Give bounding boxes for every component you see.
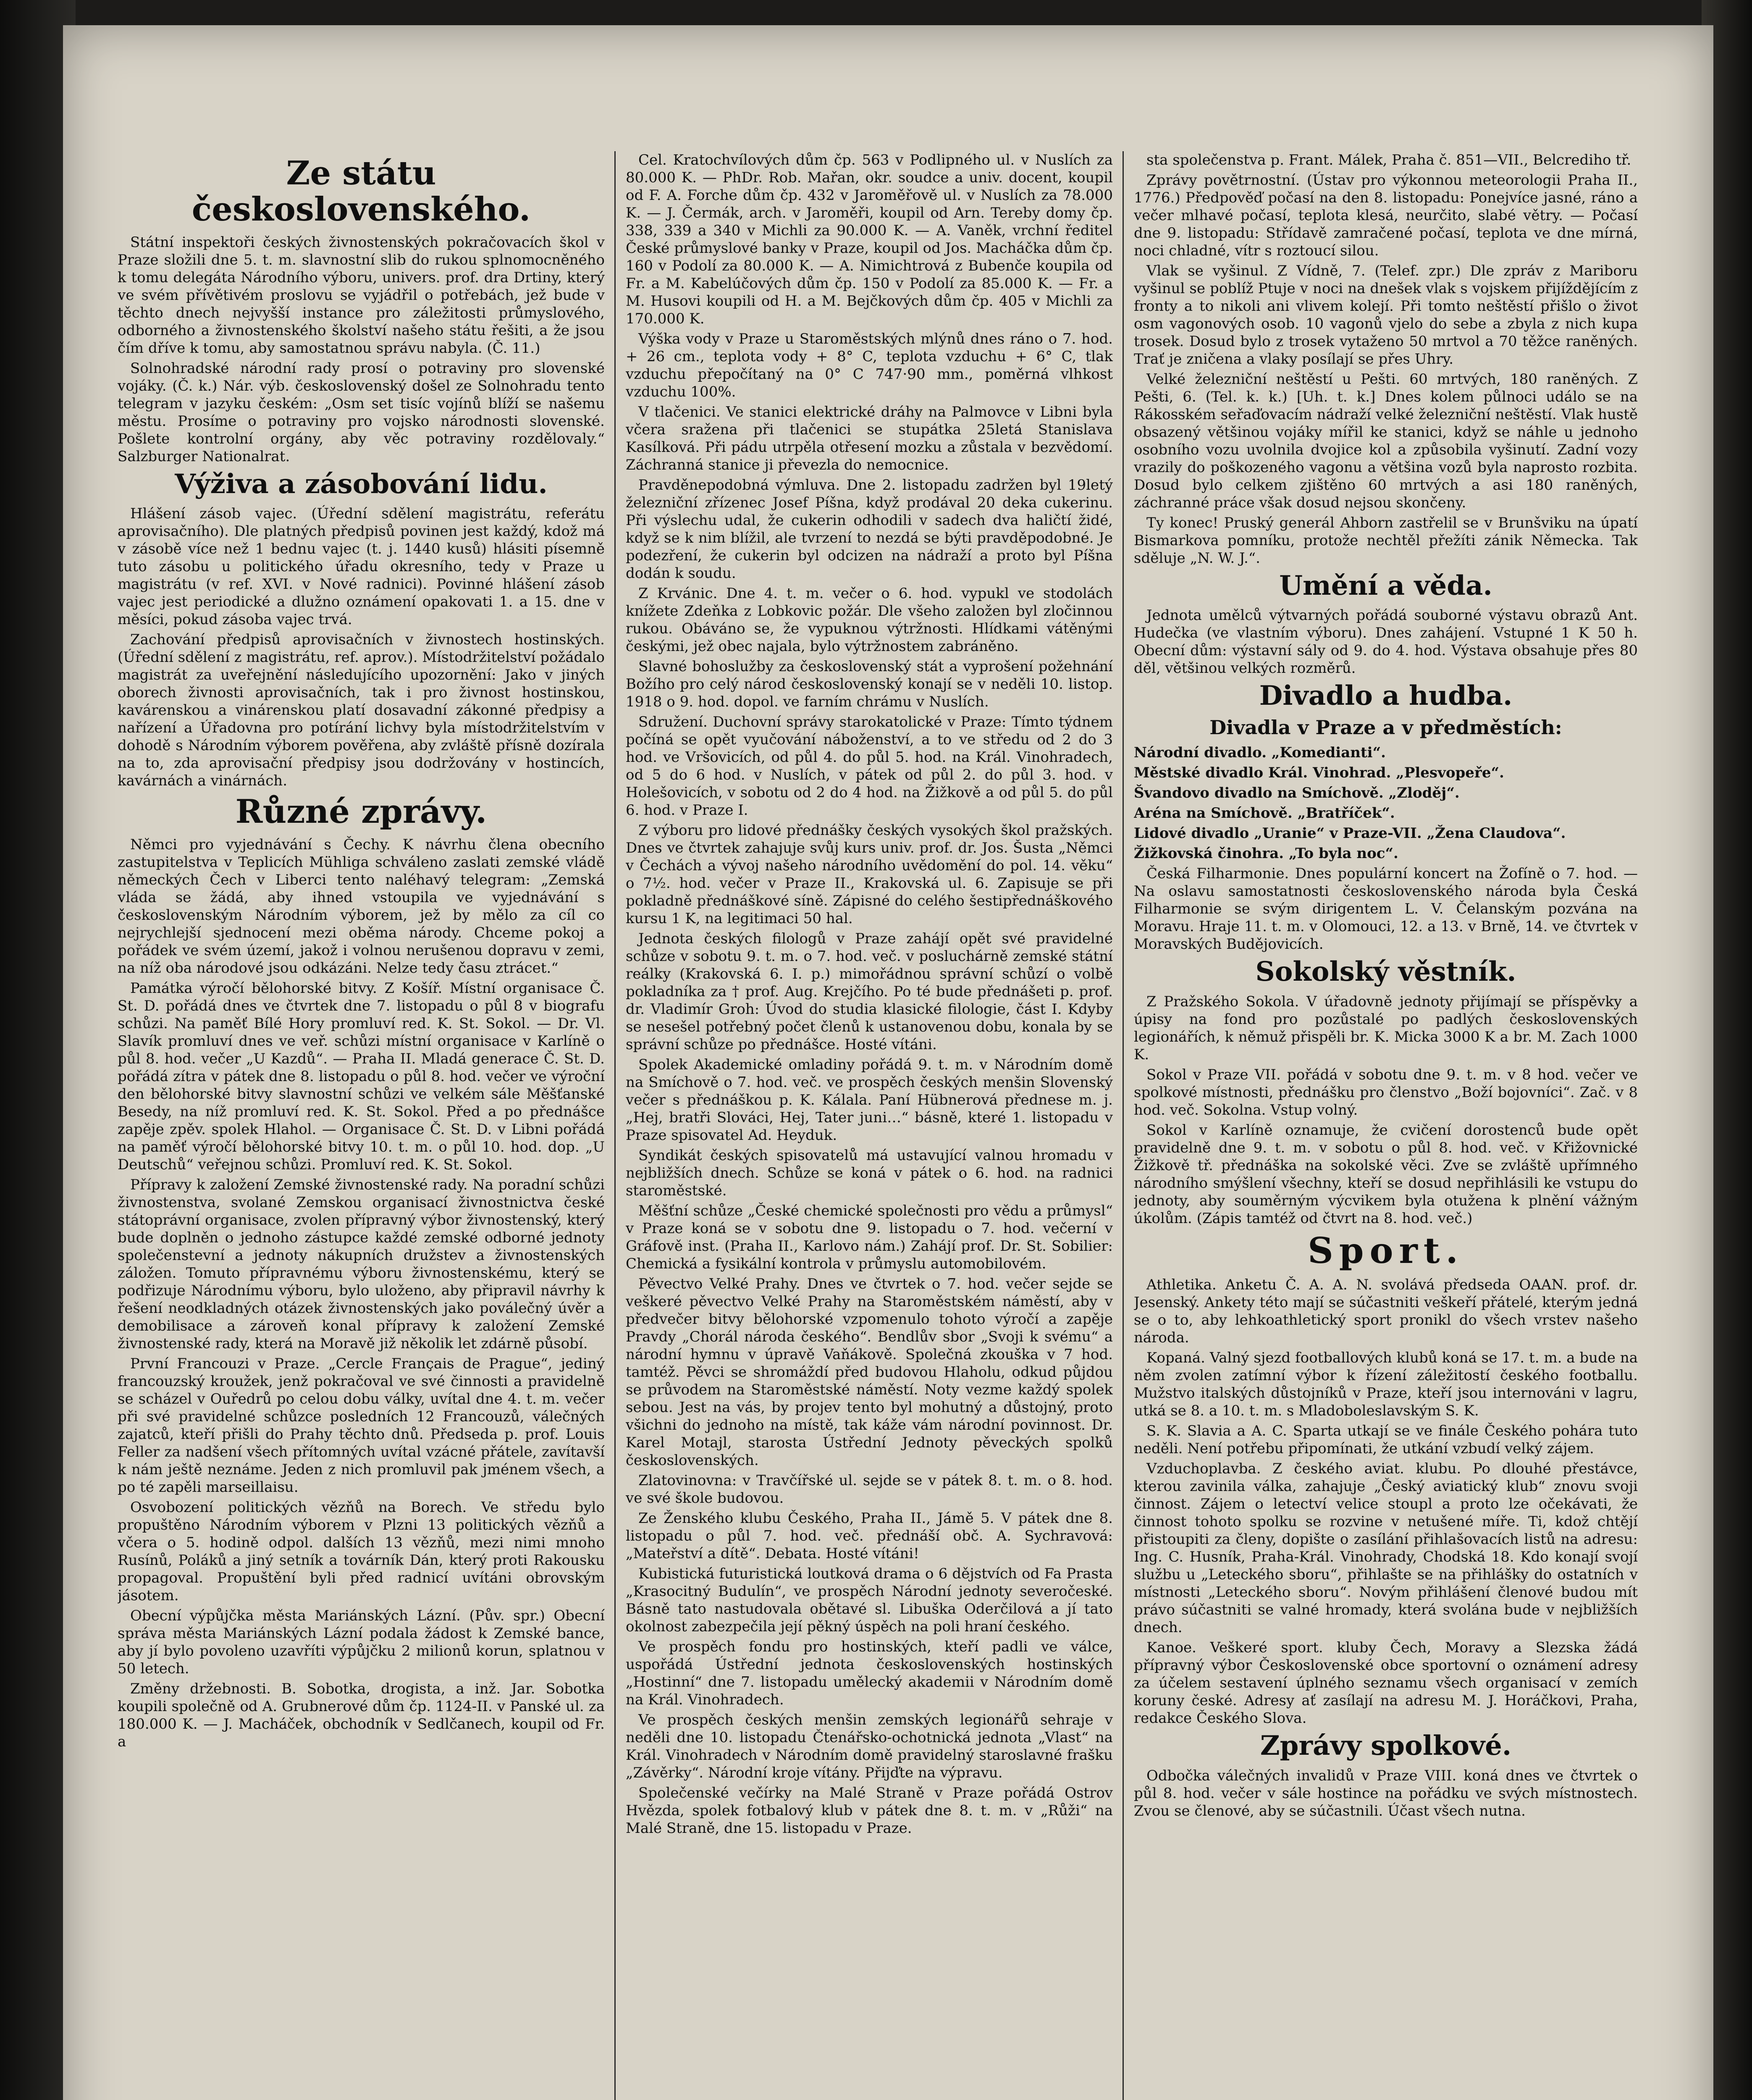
article-paragraph: Zprávy povětrnostní. (Ústav pro výkonnou meteorologii Praha II., 1776.) Předpověď počasí na den 8. listopadu: Ponejvíce jasné, ráno a večer mlhavé počasí, teplota klesá, neurčito, slabé větry. — Počasí dne 9. listopadu: Střídavě zamračené počasí, teplota ve dne mírná, noci chladné, vítr s roztoucí silou. bbox=[1134, 172, 1638, 259]
article-paragraph: Athletika. Anketu Č. A. A. N. svolává předseda OAAN. prof. dr. Jesenský. Ankety této mají se súčastniti veškeří přátelé, kterým jedná se o to, aby lehkoathletický sport pronikl do všech vrstev našeho národa. bbox=[1134, 1276, 1638, 1347]
section-heading: Zprávy spolkové. bbox=[1260, 1730, 1512, 1762]
article-paragraph: Slavné bohoslužby za československý stát a vyprošení požehnání Božího pro celý národ československý konají se v neděli 10. listop. 1918 o 9. hod. dopol. ve farním chrámu v Nuslích. bbox=[626, 658, 1113, 710]
article-paragraph: S. K. Slavia a A. C. Sparta utkají se ve finále Českého pohára tuto neděli. Není potřebu připomínati, že utkání vzbudí velký zájem. bbox=[1134, 1423, 1638, 1457]
article-paragraph: Sokol v Karlíně oznamuje, že cvičení dorostenců bude opět pravidelně dne 9. t. m. v sobotu o půl 8. hod. več. v Křižovnické Žižkově tř. přednáška na sokolské věci. Zve se zvláště upřímného národního smýšlení všechny, kteří se dosud nepřihlásili ke vstupu do jednoty, aby souměrným výcvikem byla otužena k plnění vážným úkolům. (Zápis tamtéž od čtvrt na 8. hod. več.) bbox=[1134, 1121, 1638, 1227]
column-3 bbox=[1134, 151, 1638, 2100]
article-paragraph: Solnohradské národní rady prosí o potraviny pro slovenské vojáky. (Č. k.) Nár. výb. československý došel ze Solnohradu tento telegram v jazyku českém: „Osm set tisíc vojínů blíží se našemu městu. Prosíme o potraviny pro vojsko národnosti slovenské. Pošlete kontrolní orgány, aby věc potraviny rozdělovaly.“ Salzburger Nationalrat. bbox=[118, 360, 605, 465]
article-paragraph: Pravděnepodobná výmluva. Dne 2. listopadu zadržen byl 19letý železniční zřízenec Josef Píšna, když prodával 20 deka cukerinu. Při výslechu udal, že cukerin odhodili v sadech dva haličtí židé, když se k nim blížil, ale tvrzení to nezdá se býti pravděpodobné. Je podezření, že cukerin byl odcizen na nádraží a proto byl Píšna dodán k soudu. bbox=[626, 477, 1113, 582]
column-rule bbox=[1123, 151, 1124, 2100]
section-heading: Umění a věda. bbox=[1279, 570, 1492, 601]
article-paragraph: Památka výročí bělohorské bitvy. Z Košíř. Místní organisace Č. St. D. pořádá dnes ve čtvrtek dne 7. listopadu o půl 8 v biografu schůzi. Na paměť Bílé Hory promluví red. K. St. Sokol. — Dr. Vl. Slavík promluví dnes ve veř. schůzi místní organisace v Karlíně o půl 8. hod. večer „U Kazdů“. — Praha II. Mladá generace Č. St. D. pořádá zítra v pátek dne 8. listopadu o půl 8. hod. večer ve výroční den bělohorské bitvy slavnostní schůzi ve velkém sále Měšťanské Besedy, na níž promluví red. K. St. Sokol. Před a po přednášce zapěje zpěv. spolek Hlahol. — Organisace Č. St. D. v Libni pořádá na paměť výročí bělohorské bitvy 10. t. m. o půl 10. hod. dop. „U Deutschů“ veřejnou schůzi. Promluví red. K. St. Sokol. bbox=[118, 979, 605, 1173]
article-paragraph: Výška vody v Praze u Staroměstských mlýnů dnes ráno o 7. hod. + 26 cm., teplota vody + 8° C, teplota vzduchu + 6° C, tlak vzduchu přepočítaný na 0° C 747·90 mm., poměrná vlhkost vzduchu 100%. bbox=[626, 331, 1113, 400]
article-paragraph: Odbočka válečných invalidů v Praze VIII. koná dnes ve čtvrtek o půl 8. hod. večer v sále hostince na pořádku ve svých místnostech. Zvou se členové, aby se súčastnili. Účast všech nutna. bbox=[1134, 1767, 1638, 1819]
section-heading: Ze státu československého. bbox=[191, 154, 531, 228]
article-paragraph: Ve prospěch fondu pro hostinských, kteří padli ve válce, uspořádá Ústřední jednota československých hostinských „Hostinní“ dne 7. listopadu umělecký akademii v Národním domě na Král. Vinohradech. bbox=[626, 1638, 1113, 1708]
article-paragraph: Vzduchoplavba. Z českého aviat. klubu. Po dlouhé přestávce, kterou zavinila válka, zahajuje „Český aviatický klub“ znovu svoji činnost. Zájem o letectví velice stoupl a proto lze očekávati, že činnost tohoto spolku se rozvine v netušené míře. Ti, kdož chtějí přistoupiti za členy, dopište o zasílání přihlašovacích listů na adresu: Ing. C. Husník, Praha-Král. Vinohrady, Chodská 18. Kdo konají svojí službu u „Leteckého sboru“, přihlašte se na přihlášky do ostatních v místnosti „Leteckého sboru“. Novým přihlášení členové budou mít právo súčastniti se valné hromady, která svolána bude v nejbližších dnech. bbox=[1134, 1460, 1638, 1636]
article-paragraph: Měšťní schůze „České chemické společnosti pro vědu a průmysl“ v Praze koná se v sobotu dne 9. listopadu o 7. hod. večerní v Gráfově inst. (Praha II., Karlovo nám.) Zahájí prof. Dr. St. Sobilier: Chemická a fysikální kontrola v průmyslu automobilovém. bbox=[626, 1202, 1113, 1272]
article-paragraph: Cel. Kratochvílových dům čp. 563 v Podlipného ul. v Nuslích za 80.000 K. — PhDr. Rob. Mařan, okr. soudce a univ. docent, koupil od F. A. Forche dům čp. 432 v Jaroměřově ul. v Nuslích za 78.000 K. — J. Čermák, arch. v Jaroměři, koupil od Arn. Tereby domy čp. 338, 339 a 340 v Michli za 90.000 K. — A. Vaněk, vrchní ředitel České průmyslové banky v Praze, koupil od Jos. Macháčka dům čp. 160 v Podolí za 80.000 K. — A. Nimichtrová z Bubenče koupila od Fr. a M. Kabelúčových dům čp. 150 v Podolí za 85.000 K. — Fr. a M. Husovi koupili od H. a M. Bejčkových dům čp. 405 v Michli za 170.000 K. bbox=[626, 152, 1113, 327]
article-paragraph: sta společenstva p. Frant. Málek, Praha č. 851—VII., Belcrediho tř. bbox=[1146, 152, 1631, 168]
article-paragraph: Spolek Akademické omladiny pořádá 9. t. m. v Národním domě na Smíchově o 7. hod. več. ve prospěch českých menšin Slovenský večer s přednáškou p. K. Kálala. Paní Hübnerová přednese m. j. „Hej, bratři Slováci, Hej, Tater juni…“ básně, které 1. listopadu v Praze spisovatel Ad. Heyduk. bbox=[626, 1056, 1113, 1144]
article-paragraph: Ty konec! Pruský generál Ahborn zastřelil se v Brunšviku na úpatí Bismarkova pomníku, protože nechtěl přežíti zánik Německa. Tak sděluje „N. W. J.“. bbox=[1134, 514, 1638, 567]
article-paragraph: Osvobození politických vězňů na Borech. Ve středu bylo propuštěno Národním výborem v Plzni 13 politických vězňů a včera o 5. hodině odpol. dalších 13 vězňů, mezi nimi mnoho Rusínů, Poláků a jiný setník a továrník Dán, který proti Rakousku propagoval. Propuštění byli před radnicí uvítáni obrovským jásotem. bbox=[118, 1499, 605, 1604]
article-paragraph: Velké železniční neštěstí u Pešti. 60 mrtvých, 180 raněných. Z Pešti, 6. (Tel. k. k.) [Uh. t. k.] Dnes kolem půlnoci událo se na Rákosském seřaďovacím nádraží velké železniční neštěstí. Vlak hustě obsazený většinou vojáky mířil ke stanici, když se náhle u jednoho osobního vozu uvolnila dvojice kol a způsobila vyšinutí. Zadní vozy vrazily do poškozeného vagonu a většina vozů byla naprosto rozbita. Dosud bylo celkem zjištěno 60 mrtvých a asi 180 raněných, záchranné práce však dosud nejsou skončeny. bbox=[1134, 371, 1638, 511]
article-paragraph: Sdružení. Duchovní správy starokatolické v Praze: Tímto týdnem počíná se opět vyučování náboženství, a to ve středu od 2 do 3 hod. ve Vršovicích, od půl 4. do půl 5. hod. na Král. Vinohradech, od 5 do 6 hod. v Nuslích, v pátek od půl 2. do půl 3. hod. v Holešovicích, v sobotu od 2 do 4 hod. na Žižkově a od půl 5. do půl 6. hod. v Praze I. bbox=[626, 714, 1113, 819]
column-2 bbox=[626, 151, 1113, 2100]
article-paragraph: Syndikát českých spisovatelů má ustavující valnou hromadu v nejbližších dnech. Schůze se koná v pátek o 6. hod. na radnici staroměstské. bbox=[626, 1147, 1113, 1199]
page-content bbox=[118, 151, 1638, 2100]
article-paragraph: Společenské večírky na Malé Straně v Praze pořádá Ostrov Hvězda, spolek fotbalový klub v pátek dne 8. t. m. v „Růži“ na Malé Straně, dne 15. listopadu v Praze. bbox=[626, 1785, 1113, 1837]
article-paragraph: Obecní výpůjčka města Mariánských Lázní. (Pův. spr.) Obecní správa města Mariánských Lázní podala žádost k Zemské bance, aby jí bylo povoleno uzavříti výpůjčku 2 milionů korun, splatnou v 50 letech. bbox=[118, 1607, 605, 1677]
article-paragraph: Z Krvánic. Dne 4. t. m. večer o 6. hod. vypukl ve stodolách knížete Zdeňka z Lobkovic požár. Dle všeho založen byl zločinnou rukou. Obáváno se, že vypuknou výtržnosti. Hlídkami vátěnými českými, jež obec najala, bylo výtržnostem zabráněno. bbox=[626, 585, 1113, 655]
article-paragraph: V tlačenici. Ve stanici elektrické dráhy na Palmovce v Libni byla včera sražena při tlačenici se stupátka 25letá Stanislava Kasílková. Při pádu utrpěla otřesení mozku a zůstala v bezvědomí. Záchranná stanice ji převezla do nemocnice. bbox=[626, 404, 1113, 473]
article-paragraph: Z Pražského Sokola. V úřadovně jednoty přijímají se příspěvky a úpisy na fond pro pozůstalé po padlých československých legionářích, k němuž přispěli br. K. Micka 3000 K a br. M. Zach 1000 K. bbox=[1134, 993, 1638, 1063]
article-paragraph: Jednota českých filologů v Praze zahájí opět své pravidelné schůze v sobotu 9. t. m. o 7. hod. več. v posluchárně zemské státní reálky (Krakovská 6. I. p.) mimořádnou správní schůzí o volbě pokladníka za † prof. Aug. Krejčího. Po té bude přednášeti p. prof. dr. Vladimír Groh: Úvod do studia klasické filologie, část I. Kdyby se nesešel potřebný počet členů k ustanovenou dobu, konala by se správní schůze po přednášce. Hosté vítáni. bbox=[626, 930, 1113, 1053]
section-heading: Různé zprávy. bbox=[235, 792, 487, 831]
article-paragraph: Státní inspektoři českých živnostenských pokračovacích škol v Praze složili dne 5. t. m. slavnostní slib do rukou splnomocněného k tomu delegáta Národního výboru, univers. prof. dra Drtiny, který ve svém přívětivém proslovu se vyjádřil o potřebách, jež bude v těchto dnech nejvyšší instance pro záležitosti průmyslového, odborného a živnostenského školství našeho státu řešiti, a že jsou čím dříve k tomu, aby samostatnou správu nabyla. (Č. 11.) bbox=[118, 234, 605, 357]
article-paragraph: Zlatovinovna: v Travčířské ul. sejde se v pátek 8. t. m. o 8. hod. ve své škole budovou. bbox=[626, 1472, 1113, 1507]
article-paragraph: Přípravy k založení Zemské živnostenské rady. Na poradní schůzi živnostenstva, svolané Zemskou organisací živnostnictva české státoprávní organisace, zvolen přípravný výbor živnostenský, který bude doplněn o jednoho zástupce každé zemské odborné jednoty společenstevní a jednoty nákupních družstev a živnostenských záložen. Tomuto přípravnému výboru živnostenskému, který se podřizuje Národnímu výboru, bylo uloženo, aby připravil návrhy k řešení neodkladných otázek živnostenských jako poválečný úvěr a demobilisace a zároveň konal přípravy k založení Zemské živnostenské rady, která na Moravě již několik let zdárně působí. bbox=[118, 1176, 605, 1352]
article-paragraph: Pěvectvo Velké Prahy. Dnes ve čtvrtek o 7. hod. večer sejde se veškeré pěvectvo Velké Prahy na Staroměstském náměstí, aby v předvečer bitvy bělohorské vzpomenulo tohoto výročí a zapěje Pravdy „Chorál národa českého“. Bendlův sbor „Svoji k svému“ a národní hymnu v úpravě Vaňákově. Společná zkouška v 7 hod. tamtéž. Pěvci se shromáždí před budovou Hlaholu, odkud půjdou se průvodem na Staroměstské náměstí. Noty vezme každý spolek sebou. Jest na vás, by projev tento byl mohutný a důstojný, proto všichni do jednoho na místě, tak káže vám národní povinnost. Dr. Karel Motajl, starosta Ústřední Jednoty pěveckých spolků československých. bbox=[626, 1276, 1113, 1469]
theatre-item: Národní divadlo. „Komedianti“. bbox=[1134, 744, 1386, 761]
article-paragraph: Sokol v Praze VII. pořádá v sobotu dne 9. t. m. v 8 hod. večer ve spolkové místnosti, přednášku pro členstvo „Boží bojovníci“. Zač. v 8 hod. več. Sokolna. Vstup volný. bbox=[1134, 1066, 1638, 1118]
section-subheading: Divadla v Praze a v předměstích: bbox=[1209, 716, 1562, 739]
column-rule bbox=[614, 151, 616, 2100]
article-paragraph: Vlak se vyšinul. Z Vídně, 7. (Telef. zpr.) Dle zpráv z Mariboru vyšinul se poblíž Ptuje v noci na dnešek vlak s vojskem přijíždějícím z fronty a to nikoli ani vlivem kolejí. Při tomto neštěstí přišlo o život osm vagonových osob. 10 vagonů vjelo do sebe a zbyla z nich kupa trosek. Dosud bylo z trosek vytaženo 50 mrtvol a 70 těžce raněných. Trať je zničena a vlaky posílají se přes Uhry. bbox=[1134, 262, 1638, 368]
theatre-item: Lidové divadlo „Uranie“ v Praze-VII. „Žena Claudova“. bbox=[1134, 825, 1566, 842]
article-paragraph: Kanoe. Veškeré sport. kluby Čech, Moravy a Slezska žádá přípravný výbor Československé obce sportovní o oznámení adresy za účelem sestavení úplného seznamu všech organisací v zemích koruny české. Adresy ať zasílají na adresu M. J. Horáčkovi, Praha, redakce Českého Slova. bbox=[1134, 1639, 1638, 1727]
article-paragraph: Němci pro vyjednávání s Čechy. K návrhu člena obecního zastupitelstva v Teplicích Mühliga schváleno zaslati zemské vládě německých Čech v Liberci tento naléhavý telegram: „Zemská vláda se žádá, aby ihned vstoupila ve vyjednávání s československým Národním výborem, jež by mělo za cíl co nejrychlejší sjednocení mezi oběma národy. Chceme pokoj a pořádek ve svém území, jakož i volnou nerušenou dopravu v zemi, na níž oba národové jsou odkázáni. Nelze tedy času ztrácet.“ bbox=[118, 836, 605, 976]
section-heading: Sport. bbox=[1308, 1229, 1464, 1271]
article-paragraph: Kubistická futuristická loutková drama o 6 dějstvích od Fa Prasta „Krasocitný Budulín“, ve prospěch Národní jednoty severočeské. Básně tato nastudovala obětavé sl. Libuška Oderčilová a jí tato okolnost zabezpečila její pěkný úspěch na poli hraní českého. bbox=[626, 1565, 1113, 1635]
article-paragraph: Zachování předpisů aprovisačních v živnostech hostinských. (Úřední sdělení z magistrátu, ref. aprov.). Místodržitelství požádalo magistrát za uveřejnění následujícího upozornění: Jako v jiných oborech živnosti aprovisačních, tak i pro živnost hostinskou, kavárenskou a vinárenskou platí dosavadní zákonné předpisy a nařízení a Úřadovna pro potírání lichvy byla místodržitelstvím v dohodě s Národním výborem pověřena, aby zvláště přísně dozírala na to, zda aprovisační předpisy jsou dodržovány v hostincích, kavárnách a vinárnách. bbox=[118, 631, 605, 789]
article-paragraph: Ve prospěch českých menšin zemských legionářů sehraje v neděli dne 10. listopadu Čtenářsko-ochotnická jednota „Vlast“ na Král. Vinohradech v Národním domě pravidelný staroslavné frašku „Závěrky“. Národní kroje vítány. Přijďte na výpravu. bbox=[626, 1712, 1113, 1781]
article-paragraph: Ze Ženského klubu Českého, Praha II., Jámě 5. V pátek dne 8. listopadu o půl 7. hod. več. přednáší obč. A. Sychravová: „Mateřství a dítě“. Debata. Hosté vítáni! bbox=[626, 1510, 1113, 1562]
column-1 bbox=[118, 151, 605, 2100]
section-heading: Divadlo a hudba. bbox=[1259, 680, 1513, 712]
theatre-item: Aréna na Smíchově. „Bratříček“. bbox=[1134, 805, 1395, 822]
section-heading: Výživa a zásobování lidu. bbox=[175, 468, 548, 500]
theatre-item: Městské divadlo Král. Vinohrad. „Plesvopeře“. bbox=[1134, 764, 1504, 782]
article-paragraph: Kopaná. Valný sjezd footballových klubů koná se 17. t. m. a bude na něm zvolen zatímní výbor k řízení záležitostí českého footballu. Mužstvo italských důstojníků v Praze, kteří jsou internováni v lagru, utká se 8. a 10. t. m. s Mladoboleslavským S. K. bbox=[1134, 1349, 1638, 1420]
article-paragraph: Česká Filharmonie. Dnes populární koncert na Žofíně o 7. hod. — Na oslavu samostatnosti československého národa byla Česká Filharmonie se svým dirigentem L. V. Čelanským pozvána na Moravu. Hraje 11. t. m. v Olomouci, 12. a 13. v Brně, 14. ve čtvrtek v Moravských Budějovicích. bbox=[1134, 865, 1638, 953]
article-paragraph: Změny držebnosti. B. Sobotka, drogista, a inž. Jar. Sobotka koupili společně od A. Grubnerové dům čp. 1124-II. v Panské ul. za 180.000 K. — J. Macháček, obchodník v Sedlčanech, koupil od Fr. a bbox=[118, 1680, 605, 1750]
theatre-item: Žižkovská činohra. „To byla noc“. bbox=[1134, 845, 1398, 862]
article-paragraph: Z výboru pro lidové přednášky českých vysokých škol pražských. Dnes ve čtvrtek zahajuje svůj kurs univ. prof. dr. Jos. Šusta „Němci v Čechách a vývoj našeho národního uvědomění do pol. 14. věku“ o 7½. hod. večer v Praze II., Krakovská ul. 6. Zapisuje se při pokladně přednáškové síně. Zápisné do celého šestipřednáškového kursu 1 K, na legitimaci 50 hal. bbox=[626, 822, 1113, 927]
article-paragraph: Jednota umělců výtvarných pořádá souborné výstavu obrazů Ant. Hudečka (ve vlastním výboru). Dnes zahájení. Vstupné 1 K 50 h. Obecní dům: výstavní sály od 9. do 4. hod. Výstava obsahuje přes 80 děl, většinou velkých rozměrů. bbox=[1134, 607, 1638, 677]
theatre-item: Švandovo divadlo na Smíchově. „Zloděj“. bbox=[1134, 785, 1460, 802]
theatre-listing bbox=[1134, 744, 1638, 862]
section-heading: Sokolský věstník. bbox=[1255, 956, 1516, 988]
article-paragraph: Hlášení zásob vajec. (Úřední sdělení magistrátu, referátu aprovisačního). Dle platných předpisů povinen jest každý, kdož má v zásobě více než 1 bednu vajec (t. j. 1440 kusů) hlásiti písemně tuto zásobu u politického úřadu okresního, tedy v Praze u magistrátu (v ref. XVI. v Nové radnici). Povinné hlášení zásob vajec jest periodické a dlužno oznámení opakovati 1. a 15. dne v měsíci, pokud zásoba vajec trvá. bbox=[118, 505, 605, 628]
article-paragraph: První Francouzi v Praze. „Cercle Français de Prague“, jediný francouzský kroužek, jenž pokračoval ve své činnosti a pravidelně se scházel v Ouředrů po celou dobu války, uvítal dne 4. t. m. večer při své pravidelné schůzce posledních 12 Francouzů, válečných zajatců, kteří přišli do Prahy těchto dnů. Předseda p. prof. Louis Feller za nadšení všech přítomných uvítal vzácné přátele, zavítavší k nám ještě neznáme. Jeden z nich promluvil pak jménem všech, a po té zapěli marseillaisu. bbox=[118, 1355, 605, 1496]
